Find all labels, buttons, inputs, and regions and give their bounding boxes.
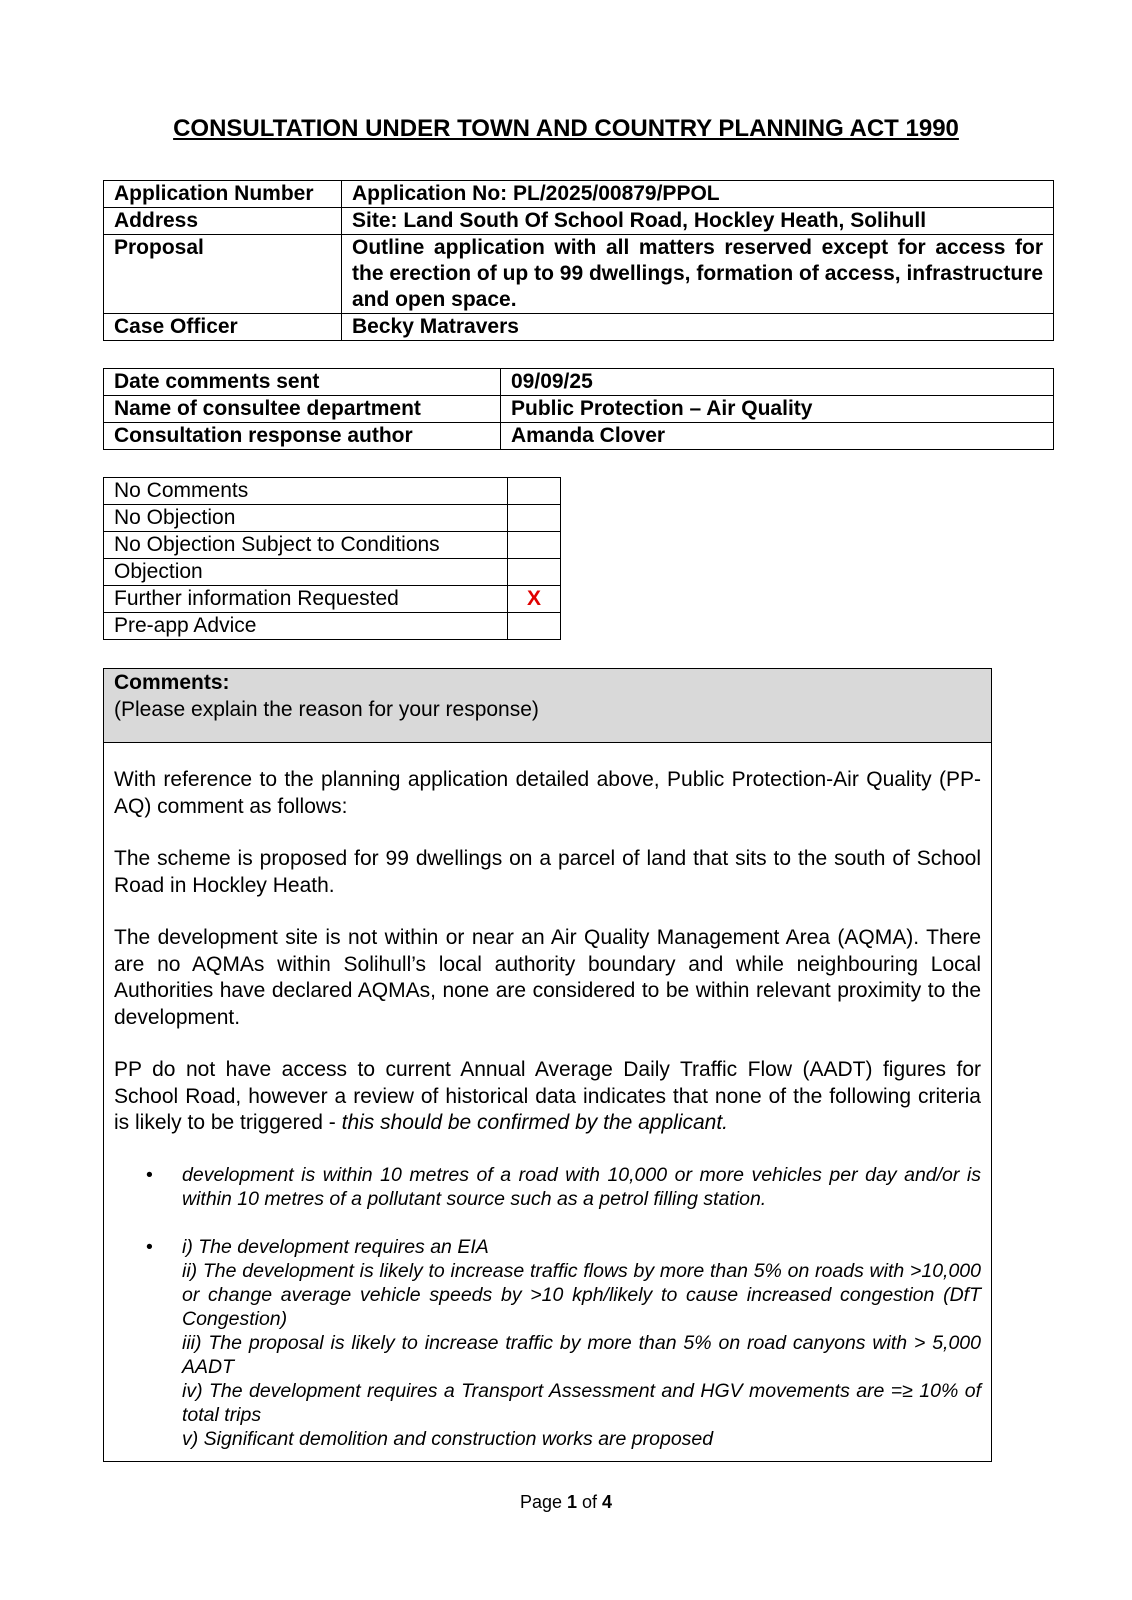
criteria-line: iv) The development requires a Transport Assessment and HGV movements are =≥ 10% of total trips (182, 1379, 981, 1426)
proposal: Outline application with all matters reserved except for access for the erection of up to 99 dwellings, formation of access, infrastructure and open space. (342, 235, 1054, 314)
option-label: No Objection Subject to Conditions (104, 532, 508, 559)
row-label: Name of consultee department (104, 396, 501, 423)
response-option (104, 586, 561, 613)
table-row (104, 235, 1054, 314)
table-row (104, 181, 1054, 208)
option-label: No Comments (104, 478, 508, 505)
application-details-table (103, 180, 1054, 341)
option-mark (508, 505, 561, 532)
comments-header (104, 669, 991, 743)
response-option (104, 505, 561, 532)
current-page: 1 (567, 1492, 578, 1512)
list-item (146, 1235, 981, 1451)
option-mark (508, 613, 561, 640)
response-option (104, 559, 561, 586)
application-number: Application No: PL/2025/00879/PPOL (342, 181, 1054, 208)
paragraph: With reference to the planning application detailed above, Public Protection-Air Quality (PP-AQ) comment as follows: (114, 768, 981, 818)
selected-mark-x: X (508, 586, 561, 613)
response-option (104, 478, 561, 505)
paragraph (114, 1057, 981, 1137)
comments-heading: Comments: (114, 671, 230, 694)
bullet-icon: • (146, 1163, 153, 1186)
option-label: No Objection (104, 505, 508, 532)
criteria-list (114, 1163, 981, 1451)
option-mark (508, 559, 561, 586)
paragraph-italic-note: this should be confirmed by the applicant. (341, 1111, 729, 1134)
total-pages: 4 (602, 1492, 613, 1512)
response-option (104, 532, 561, 559)
row-label: Address (104, 208, 342, 235)
option-label: Pre-app Advice (104, 613, 508, 640)
comments-body (104, 743, 991, 1451)
response-author: Amanda Clover (501, 423, 1054, 450)
page-footer (0, 1492, 1132, 1513)
address: Site: Land South Of School Road, Hockley Heath, Solihull (342, 208, 1054, 235)
table-row (104, 208, 1054, 235)
paragraph-text: PP do not have access to current Annual Average Daily Traffic Flow (AADT) figures for School Road, however a review of historical data indicates that none of the following criteria is likely to be triggered - (114, 1058, 981, 1134)
page-of: of (577, 1492, 603, 1512)
document-title: CONSULTATION UNDER TOWN AND COUNTRY PLANNING ACT 1990 (173, 115, 959, 142)
row-label: Date comments sent (104, 369, 501, 396)
criteria-line: v) Significant demolition and construction works are proposed (182, 1427, 714, 1450)
criteria-line: ii) The development is likely to increase traffic flows by more than 5% on roads with >10,000 or change average vehicle speeds by >10 kph/likely to cause increased congestion (DfT Congestion) (182, 1259, 981, 1330)
option-label: Objection (104, 559, 508, 586)
response-options-table (103, 477, 561, 640)
option-mark (508, 478, 561, 505)
page-prefix: Page (519, 1492, 567, 1512)
table-row (104, 396, 1054, 423)
paragraph: The scheme is proposed for 99 dwellings on a parcel of land that sits to the south of School Road in Hockley Heath. (114, 847, 981, 897)
row-label: Consultation response author (104, 423, 501, 450)
consultee-details-table (103, 368, 1054, 450)
option-mark (508, 532, 561, 559)
comments-box (103, 668, 992, 1462)
row-label: Application Number (104, 181, 342, 208)
date-comments-sent: 09/09/25 (501, 369, 1054, 396)
criteria-line: iii) The proposal is likely to increase traffic by more than 5% on road canyons with > 5,000 AADT (182, 1331, 981, 1378)
table-row (104, 369, 1054, 396)
case-officer: Becky Matravers (342, 314, 1054, 341)
comments-subheading: (Please explain the reason for your response) (114, 698, 539, 721)
table-row (104, 314, 1054, 341)
option-label: Further information Requested (104, 586, 508, 613)
list-item (146, 1163, 981, 1211)
response-option (104, 613, 561, 640)
consultee-department: Public Protection – Air Quality (501, 396, 1054, 423)
row-label: Case Officer (104, 314, 342, 341)
row-label: Proposal (104, 235, 342, 314)
paragraph: The development site is not within or near an Air Quality Management Area (AQMA). There are no AQMAs within Solihull’s local authority boundary and while neighbouring Local Authorities have declared AQMAs, none are considered to be within relevant proximity to the development. (114, 926, 981, 1029)
table-row (104, 423, 1054, 450)
criteria-line: development is within 10 metres of a road with 10,000 or more vehicles per day and/or is within 10 metres of a pollutant source such as a petrol filling station. (182, 1163, 981, 1210)
bullet-icon: • (146, 1235, 153, 1258)
criteria-line: i) The development requires an EIA (182, 1235, 489, 1258)
